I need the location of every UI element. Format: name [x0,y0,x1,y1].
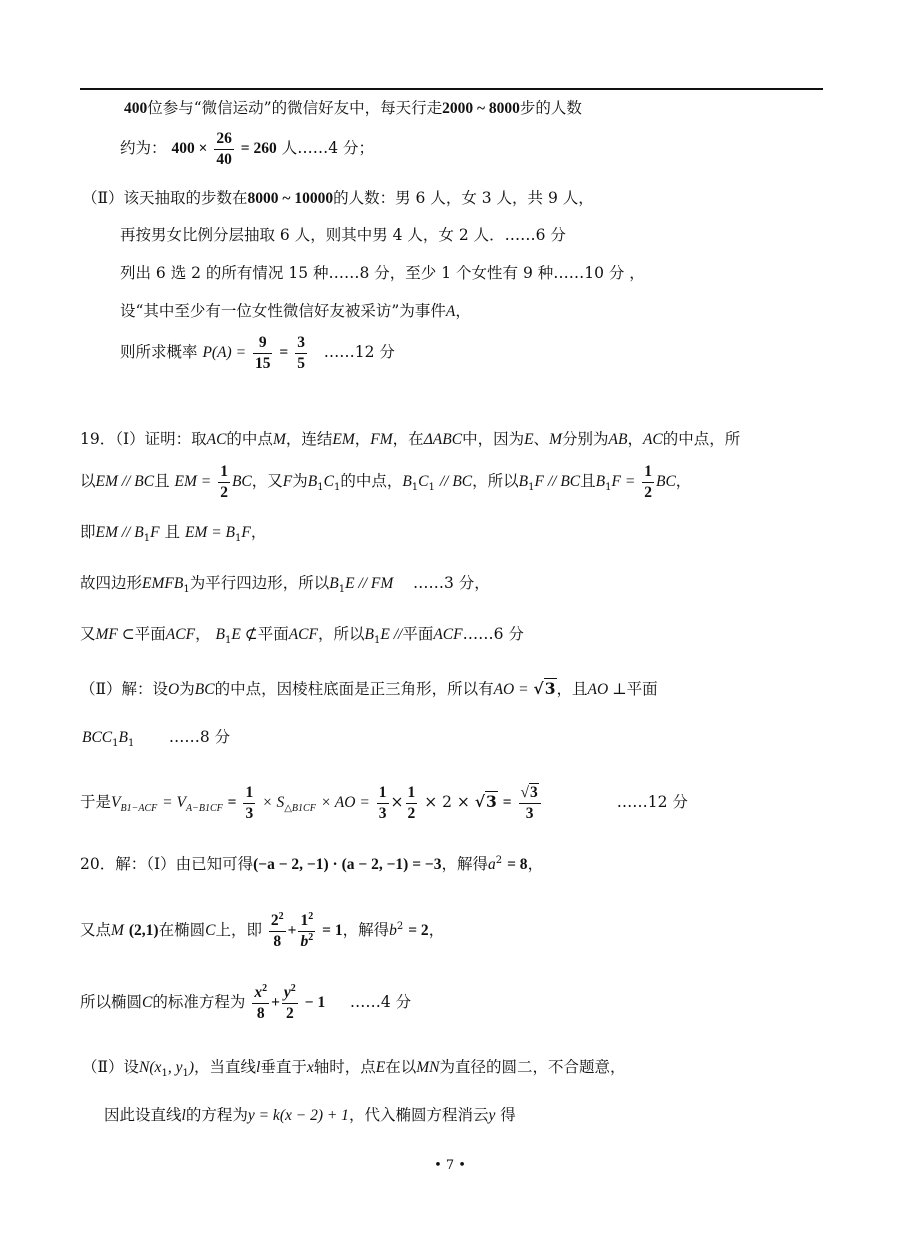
line-4 [120,228,566,244]
line-7 [120,335,395,371]
math: EM = B [184,524,236,541]
text: 垂直于 [260,1058,307,1076]
math: // BC [439,473,473,490]
math: b [300,932,309,950]
denominator: 8 [256,1004,265,1022]
text: 2000 ~ 8000 [442,100,520,117]
math: E [524,431,534,448]
subscript: 1 [338,584,346,596]
text: 在以 [385,1058,417,1076]
text: 设“其中至少有一位女性微信好友被采访”为事件 [120,302,446,320]
numerator [282,982,298,1004]
math: E ⊄ [231,626,258,643]
line-12 [80,625,524,647]
math: EMFB [142,575,184,592]
numerator: 1 [243,785,255,804]
subscript: 1 [224,635,232,647]
subscript: 1 [317,482,324,494]
math: F = [611,473,636,490]
superscript: 2 [262,982,268,994]
line-18 [80,982,412,1022]
line-11 [80,574,490,596]
superscript: 2 [308,910,314,922]
subscript: 1 [182,1068,189,1080]
denominator [298,932,315,950]
text: ， [627,430,643,448]
math: E [375,1059,386,1076]
text: 轴时，点 [313,1058,376,1076]
math: B [215,626,225,643]
subscript: 1 [161,1068,168,1080]
line-16 [80,854,544,873]
line-13 [80,681,658,698]
math: AO = [493,681,529,698]
denominator: 2 [644,483,652,501]
text: + [287,922,297,939]
math: M [549,431,562,448]
text: 且 [164,523,181,541]
text: 为 [179,680,195,698]
math: O [168,681,180,698]
math: l [181,1107,186,1124]
line-1 [124,101,582,117]
text: 中，因为 [462,430,525,448]
text: 再按男女比例分层抽取 6 人，则其中男 4 人，女 2 人．……6 分 [120,226,566,244]
line-17 [80,910,445,950]
text: 约为： [120,139,167,157]
fraction [269,910,286,950]
denominator: 8 [273,932,282,950]
subscript: 1 [605,482,612,494]
math: y [283,984,291,1001]
text: 20．解：（Ⅰ）由已知可得 [80,855,254,873]
numerator: 26 [214,131,234,150]
text: 则所求概率 [120,343,198,361]
sqrt-sign: √3 [474,792,497,811]
fraction [642,464,654,500]
superscript: 2 [495,854,503,866]
text: 19．（Ⅰ）证明：取 [80,430,207,448]
math: EM // BC [95,473,155,490]
fraction [295,335,307,371]
text: (−a − 2, −1) · (a − 2, −1) = −3 [253,856,442,873]
math: EM // B [95,524,144,541]
text: 400 [124,100,148,117]
text: ，又 [251,472,283,490]
math: × AO = [320,794,370,811]
text: 且 [580,472,596,490]
math: C [205,922,216,939]
math: B [364,626,374,643]
text: 8000 ~ 10000 [247,190,334,207]
denominator: 3 [525,804,534,822]
page-number: • 7 • [434,1158,466,1173]
line-2 [120,131,374,167]
text: （Ⅱ）设 [82,1058,140,1076]
line-15 [80,785,688,821]
denominator: 3 [378,804,387,822]
math: C [418,473,429,490]
text: = 8 [507,856,528,873]
fraction [406,785,418,821]
math: x [306,1059,314,1076]
denominator: 3 [245,804,254,822]
math: x [254,984,263,1001]
text: 人……4 分； [281,139,374,157]
text: 的中点， [340,472,403,490]
text: ， [527,855,544,873]
line-9 [80,464,691,500]
numerator [252,982,269,1004]
subscript: 1 [112,738,119,750]
math: ACF [433,626,463,643]
math: ) [188,1059,194,1076]
fraction [377,785,389,821]
numerator: 1 [642,464,654,483]
radicand: 3 [544,679,556,698]
line-6 [120,304,471,320]
math: B [118,729,128,746]
text: ，连结 [285,430,333,448]
text: 2 [270,912,279,929]
denominator: 15 [254,354,271,372]
text: = 1 [322,922,343,939]
text: 平面 [402,625,434,643]
text: 得 [500,1106,516,1124]
math: F [241,524,251,541]
math: BC [194,681,215,698]
text: ，解得 [342,921,390,939]
text: 故四边形 [80,574,143,592]
text: ……8 分 [168,728,231,746]
superscript: 2 [290,982,296,994]
fraction [243,785,255,821]
math: B [402,473,412,490]
math: V [111,794,121,811]
text: × [390,793,404,811]
text: 为直径的圆二，不合题意， [439,1058,626,1076]
math: BC [231,473,252,490]
math: y [488,1107,496,1124]
text: ， [455,302,471,320]
text: ， [250,523,267,541]
line-3 [82,191,594,207]
math: ΔABC [423,431,463,448]
math: b [389,922,397,939]
math: AO ⊥ [587,681,627,698]
text: 位参与“微信运动”的微信好友中，每天行走 [147,99,443,117]
math: , y [167,1059,183,1076]
subscript: 1 [128,738,135,750]
math: ACF [165,626,196,643]
fraction [218,464,230,500]
header-rule [80,88,823,90]
math: × S [262,794,285,811]
line-20 [104,1108,516,1124]
sqrt-sign: √3 [533,679,556,698]
numerator: 1 [218,464,230,483]
superscript: 2 [278,910,284,922]
text: 的中点，所 [662,430,741,448]
text: × 2 × [424,793,470,811]
math: = V [162,794,186,811]
math: C [142,994,153,1011]
math: A [445,303,456,320]
math: N(x [139,1059,162,1076]
superscript: 2 [308,931,314,943]
denominator: 2 [407,804,416,822]
fraction [253,335,273,371]
numerator [298,910,315,932]
subscript: B1−ACF [120,803,158,815]
text: ， [354,430,371,448]
denominator: 5 [297,354,305,372]
text: 1 [300,912,309,929]
line-10 [80,523,267,545]
math: BCC [82,729,113,746]
text: 即 [80,523,96,541]
text: ，在 [392,430,424,448]
numerator [269,910,286,932]
text: 的中点，因棱柱底面是正三角形，所以有 [214,680,494,698]
math: EM = [174,473,212,490]
math: B [307,473,318,490]
math: M [272,431,286,448]
text: 的人数：男 6 人，女 3 人，共 9 人， [333,189,594,207]
subscript: 1 [333,482,341,494]
text: 为 [292,472,308,490]
text: = 260 [240,140,277,157]
numerator: 1 [377,785,389,804]
text: ， [428,921,445,939]
numerator: 3 [295,335,307,354]
line-14 [82,728,231,750]
text: ……12 分 [616,793,688,811]
text: 列出 6 选 2 的所有情况 15 种……8 分，至少 1 个女性有 9 种……10 分 ， [120,264,645,282]
text: 、 [533,430,550,448]
text: 所以椭圆 [80,993,143,1011]
text: 步的人数 [519,99,582,117]
text: 上，即 [215,921,262,939]
math: BC [655,473,676,490]
text: 且 [154,472,170,490]
text: ……4 分 [349,993,412,1011]
math: MF ⊂ [95,626,135,643]
text: 以 [80,472,96,490]
math: AC [206,431,227,448]
subscript: △B1CF [284,803,316,815]
fraction [214,131,234,167]
text: = [502,794,512,811]
math: B [329,575,339,592]
line-19 [82,1058,626,1080]
math: M [111,922,124,939]
math: F [150,524,160,541]
text: ，当直线 [194,1058,257,1076]
math: AB [608,431,628,448]
text: 平面 [134,625,166,643]
text: ，解得 [441,855,489,873]
text: 于是 [80,793,112,811]
text: 的方程为 [185,1106,248,1124]
subscript: 1 [411,482,419,494]
text: 平面 [626,680,658,698]
subscript: 1 [428,482,435,494]
math: C [323,473,334,490]
text: （Ⅱ）解：设 [80,680,169,698]
text: 因此设直线 [104,1106,182,1124]
math: y = k(x − 2) + 1 [247,1107,349,1124]
subscript: 1 [183,584,190,596]
text: 又点 [80,921,112,939]
math: MN [416,1059,440,1076]
radicand: 3 [530,784,538,801]
subscript: 1 [528,482,535,494]
text: 分别为 [561,430,609,448]
denominator: 2 [220,483,228,501]
math: F [282,473,293,490]
line-5 [120,266,645,282]
text: ， [195,625,211,643]
text: − 1 [304,994,326,1011]
math: E // [380,626,403,643]
math: B [518,473,529,490]
math: P(A) = [202,344,247,361]
text: ……6 分 [462,625,524,643]
math: l [256,1059,261,1076]
math: B [595,473,606,490]
numerator [519,785,541,804]
subscript: 1 [235,533,242,545]
text: ，且 [556,680,588,698]
text: 在椭圆 [158,921,206,939]
text: ，所以 [318,625,365,643]
text: ……3 分， [413,574,490,592]
text: + [271,994,280,1011]
text: ， [675,472,692,490]
math: EM [332,431,355,448]
text: ……12 分 [323,343,395,361]
text: 又 [80,625,96,643]
subscript: 1 [373,635,381,647]
text: (2,1) [128,922,159,939]
math: a [488,856,496,873]
math: F // BC [534,473,581,490]
denominator: 2 [285,1004,294,1022]
superscript: 2 [396,920,404,932]
fraction [282,982,298,1022]
math: ACF [288,626,318,643]
math: AC [642,431,663,448]
text: 400 × [171,140,208,157]
radicand: 3 [486,792,497,811]
fraction [298,910,315,950]
fraction [519,785,541,821]
math: E // FM [345,575,394,592]
numerator: 9 [253,335,273,354]
math: FM [370,431,393,448]
text: 平面 [257,625,289,643]
text: 的中点 [226,430,273,448]
denominator: 40 [216,150,232,168]
text: = [227,794,237,811]
text: 为平行四边形，所以 [189,574,330,592]
text: （Ⅱ）该天抽取的步数在 [82,189,248,207]
text: 的标准方程为 [152,993,246,1011]
sqrt-sign: √3 [520,784,538,801]
numerator: 1 [406,785,418,804]
text: = [279,344,289,361]
text: ，代入椭圆方程消云 [348,1106,489,1124]
text: = 2 [408,922,429,939]
line-8 [80,432,740,448]
subscript: 1 [143,533,151,545]
subscript: A−B1CF [185,803,223,815]
text: ，所以 [472,472,519,490]
fraction [252,982,269,1022]
